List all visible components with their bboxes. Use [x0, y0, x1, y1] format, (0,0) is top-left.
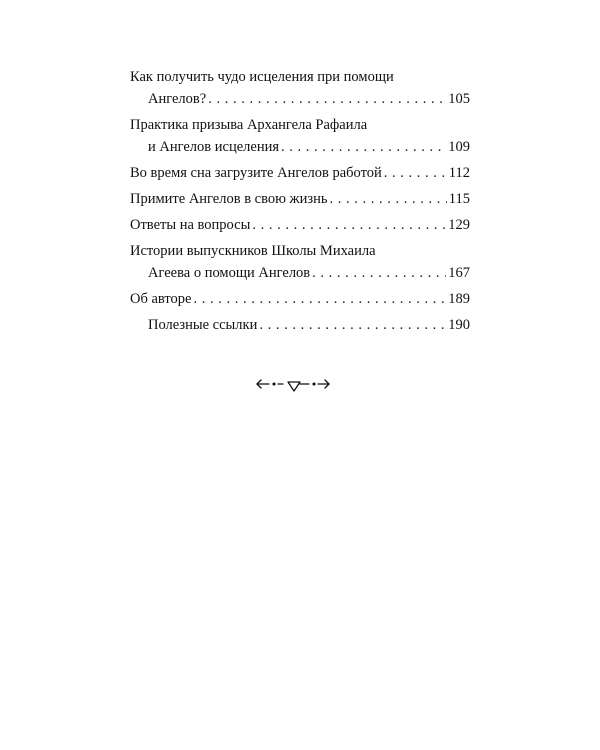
toc-entry-answers[interactable]	[130, 214, 470, 236]
toc-page-number: 189	[448, 291, 470, 307]
toc-entry-line	[130, 262, 470, 284]
toc-leader-dots	[252, 214, 446, 236]
toc-leader-dots	[384, 162, 447, 184]
toc-entry-line	[130, 288, 470, 310]
toc-page-number: 109	[448, 139, 470, 155]
toc-leader-dots	[259, 314, 446, 336]
toc-entry-line	[130, 214, 470, 236]
toc-entry-title-line1: Как получить чудо исцеления при помощи	[130, 69, 394, 85]
toc-entry-title-line2: Ангелов?	[148, 91, 207, 107]
toc-entry-title: Ответы на вопросы	[130, 217, 251, 233]
toc-entry-line	[130, 162, 470, 184]
toc-entry-title-line2: и Ангелов исцеления	[148, 139, 280, 155]
toc-page-number: 115	[448, 191, 470, 207]
toc-entry-miracle-healing[interactable]	[130, 66, 470, 110]
toc-entry-title-line1: Истории выпускников Школы Михаила	[130, 243, 376, 259]
toc-page-number: 112	[448, 165, 470, 181]
toc-entry-line	[130, 188, 470, 210]
toc-leader-dots	[208, 88, 446, 110]
toc-entry-graduate-stories[interactable]	[130, 240, 470, 284]
toc-leader-dots	[312, 262, 446, 284]
toc-entry-title: Об авторе	[130, 291, 192, 307]
toc-entry-about-author[interactable]	[130, 288, 470, 310]
toc-leader-dots	[329, 188, 446, 210]
toc-page-number: 129	[448, 217, 470, 233]
toc-entry-sleep-work[interactable]	[130, 162, 470, 184]
toc-entry-title-line1: Практика призыва Архангела Рафаила	[130, 117, 368, 133]
toc-entry-title-line2: Агеева о помощи Ангелов	[148, 265, 311, 281]
table-of-contents	[130, 66, 470, 340]
toc-entry-title: Примите Ангелов в свою жизнь	[130, 191, 328, 207]
toc-leader-dots	[281, 136, 446, 158]
toc-entry-line	[130, 136, 470, 158]
toc-page-number: 190	[448, 317, 470, 333]
toc-entry-accept-angels[interactable]	[130, 188, 470, 210]
toc-entry-line	[130, 88, 470, 110]
arrow-ornament-icon	[255, 375, 345, 399]
toc-page-number: 167	[448, 265, 470, 281]
toc-page-number: 105	[448, 91, 470, 107]
toc-entry-useful-links[interactable]	[130, 314, 470, 336]
toc-leader-dots	[193, 288, 446, 310]
toc-entry-line	[130, 314, 470, 336]
toc-entry-title: Во время сна загрузите Ангелов работой	[130, 165, 382, 181]
toc-entry-raphael-practice[interactable]	[130, 114, 470, 158]
toc-entry-title: Полезные ссылки	[148, 317, 258, 333]
